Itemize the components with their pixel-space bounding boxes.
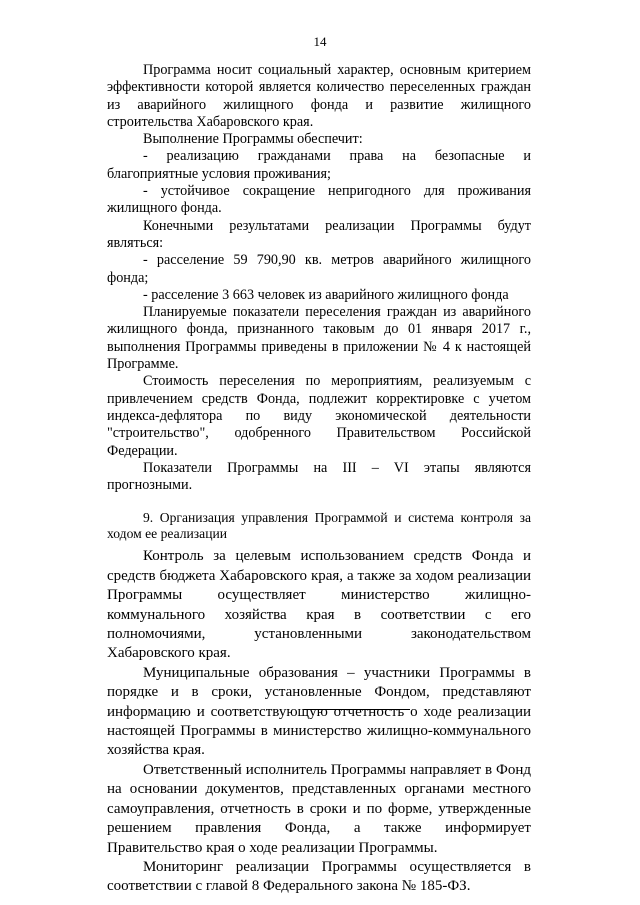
- paragraph-monitoring: Мониторинг реализации Программы осуществляется в соответствии с главой 8 Федерального закона № 185-ФЗ.: [107, 858, 531, 895]
- list-item-area-resettlement: - расселение 59 790,90 кв. метров аварийного жилищного фонда;: [107, 252, 531, 286]
- paragraph-executor-reports: Ответственный исполнитель Программы направляет в Фонд на основании документов, представленных органами местного самоуправления, отчетность в сроки и по форме, утвержденные решением правления Фонда, а также информирует Правительство края о ходе реализации Программы.: [107, 761, 531, 856]
- paragraph-program-character: Программа носит социальный характер, основным критерием эффективности которой является количество переселенных граждан из аварийного жилищного фонда и развитие жилищного строительства Хабаровского края.: [107, 62, 531, 130]
- paragraph-municipalities: Муниципальные образования – участники Программы в порядке и в сроки, установленные Фондом, представляют информацию и соответствующую отчетность о ходе реализации настоящей Программы в министерство жилищно-коммунального хозяйства края.: [107, 664, 531, 759]
- paragraph-planned-indicators: Планируемые показатели переселения граждан из аварийного жилищного фонда, признанного таковым до 01 января 2017 г., выполнения Программы приведены в приложении № 4 к настоящей Программе.: [107, 304, 531, 373]
- paragraph-forecast-stages: Показатели Программы на III – VI этапы являются прогнозными.: [107, 459, 531, 494]
- paragraph-final-results: Конечными результатами реализации Программы будут являться:: [107, 217, 531, 251]
- paragraph-control: Контроль за целевым использованием средств Фонда и средств бюджета Хабаровского края, а также за ходом реализации Программы осуществляет министерство жилищно-коммунального хозяйства края в соответствии с его полномочиями, установленными законодательством Хабаровского края.: [107, 548, 531, 662]
- list-item-safe-conditions: - реализацию гражданами права на безопасные и благоприятные условия проживания;: [107, 148, 531, 182]
- paragraph-program-provides: Выполнение Программы обеспечит:: [143, 131, 363, 148]
- section-9-title: 9. Организация управления Программой и система контроля за ходом ее реализации: [107, 510, 531, 542]
- list-item-housing-reduction: - устойчивое сокращение непригодного для проживания жилищного фонда.: [107, 183, 531, 217]
- document-body: [107, 62, 531, 897]
- list-item-people-resettlement: - расселение 3 663 человек из аварийного жилищного фонда: [143, 286, 509, 303]
- end-divider-line: [304, 709, 410, 710]
- page-number: 14: [313, 34, 327, 49]
- paragraph-cost-adjustment: Стоимость переселения по мероприятиям, реализуемым с привлечением средств Фонда, подлежит корректировке с учетом индекса-дефлятора по виду экономической деятельности "строительство", одобренного Правительством Российской Федерации.: [107, 373, 531, 459]
